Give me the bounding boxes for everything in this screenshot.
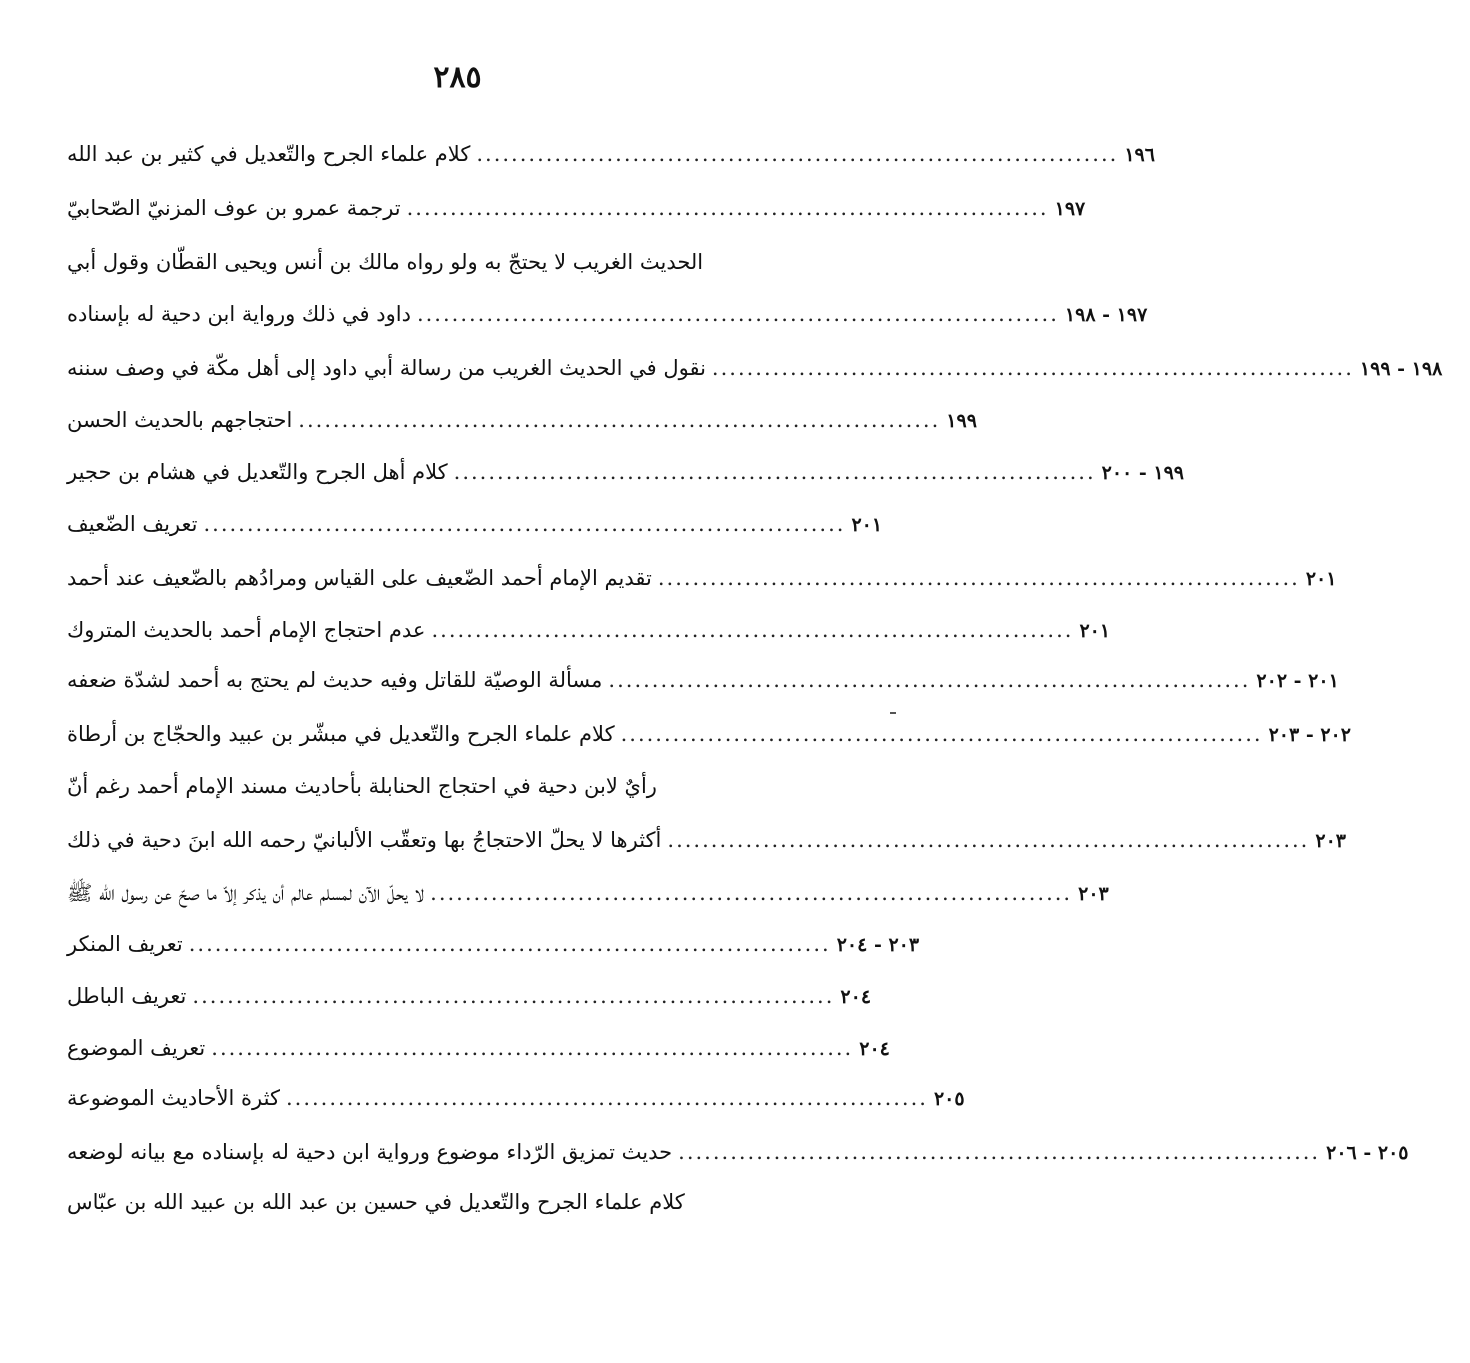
entry-page: ٢٠٢ - ٢٠٣ xyxy=(1268,724,1351,746)
toc-entry xyxy=(67,932,920,956)
toc-entry xyxy=(67,1036,890,1060)
entry-title: مسألة الوصيّة للقاتل وفيه حديث لم يحتج به أحمد لشدّة ضعفه xyxy=(67,668,603,692)
toc-entry xyxy=(67,722,1351,746)
leader-dots: .......................................................................... xyxy=(657,566,1300,590)
leader-dots: .......................................................................... xyxy=(620,722,1263,746)
toc-entry xyxy=(67,142,1155,166)
toc-entry xyxy=(67,302,1148,326)
leader-dots: .......................................................................... xyxy=(203,512,846,536)
toc-entry xyxy=(67,356,1443,380)
entry-title: لا يحلّ الآن لمسلم عالم أن يذكر إلاّ ما صحّ عن رسول الله ﷺ xyxy=(67,881,425,905)
entry-page: ٢٠٤ xyxy=(840,986,872,1008)
toc-entry xyxy=(67,984,872,1008)
toc-entry xyxy=(67,1140,1409,1164)
entry-title: تعريف الموضوع xyxy=(67,1036,206,1060)
entry-title: كلام أهل الجرح والتّعديل في هشام بن حجير xyxy=(67,460,448,484)
entry-page: ٢٠٥ - ٢٠٦ xyxy=(1326,1142,1409,1164)
leader-dots: .......................................................................... xyxy=(711,356,1354,380)
entry-page: ١٩٦ xyxy=(1124,144,1155,166)
toc-entry xyxy=(67,460,1185,484)
toc-entry xyxy=(67,774,847,798)
toc-entry xyxy=(67,828,1346,852)
entry-page: ٢٠١ xyxy=(1079,620,1111,642)
entry-page: ٢٠١ - ٢٠٢ xyxy=(1256,670,1339,692)
toc-entry xyxy=(67,668,1339,692)
entry-title: كثرة الأحاديث الموضوعة xyxy=(67,1086,280,1110)
entry-page: ١٩٩ - ٢٠٠ xyxy=(1101,462,1185,484)
entry-page: ١٩٧ - ١٩٨ xyxy=(1064,304,1148,326)
toc-entry xyxy=(67,880,1109,911)
entry-page: ٢٠٣ - ٢٠٤ xyxy=(836,934,920,956)
leader-dots: .......................................................................... xyxy=(667,828,1310,852)
leader-dots: .......................................................................... xyxy=(285,1086,928,1110)
entry-title: ترجمة عمرو بن عوف المزنيّ الصّحابيّ xyxy=(67,196,401,220)
entry-page: ٢٠٣ xyxy=(1078,883,1109,905)
entry-title: تقديم الإمام أحمد الضّعيف على القياس ومرادُهم بالضّعيف عند أحمد xyxy=(67,566,652,590)
entry-page: ٢٠٣ xyxy=(1315,830,1346,852)
margin-mark xyxy=(890,712,896,714)
entry-title: رأيٌ لابن دحية في احتجاج الحنابلة بأحاديث مسند الإمام أحمد رغم أنّ xyxy=(67,774,657,798)
toc-entry xyxy=(67,196,1086,220)
entry-page: ١٩٨ - ١٩٩ xyxy=(1359,358,1443,380)
entry-title: نقول في الحديث الغريب من رسالة أبي داود إلى أهل مكّة في وصف سننه xyxy=(67,356,706,380)
entry-title: أكثرها لا يحلّ الاحتجاجُ بها وتعقّب الألبانيّ رحمه الله ابنَ دحية في ذلك xyxy=(67,828,662,852)
leader-dots: .......................................................................... xyxy=(430,881,1073,905)
leader-dots: .......................................................................... xyxy=(188,932,831,956)
entry-title: الحديث الغريب لا يحتجّ به ولو رواه مالك بن أنس ويحيى القطّان وقول أبي xyxy=(67,250,704,274)
toc-entry xyxy=(67,566,1337,590)
entry-page: ٢٠٤ xyxy=(859,1038,890,1060)
leader-dots: .......................................................................... xyxy=(416,302,1059,326)
entry-title: تعريف الباطل xyxy=(67,984,187,1008)
entry-title: عدم احتجاج الإمام أحمد بالحديث المتروك xyxy=(67,618,426,642)
entry-title: تعريف الضّعيف xyxy=(67,512,198,536)
leader-dots: .......................................................................... xyxy=(608,668,1251,692)
leader-dots: .......................................................................... xyxy=(298,408,941,432)
entry-title: حديث تمزيق الرّداء موضوع ورواية ابن دحية له بإسناده مع بيانه لوضعه xyxy=(67,1140,673,1164)
leader-dots: .......................................................................... xyxy=(678,1140,1321,1164)
entry-title: كلام علماء الجرح والتّعديل في حسين بن عبد الله بن عبيد الله بن عبّاس xyxy=(67,1190,685,1214)
leader-dots: .......................................................................... xyxy=(192,984,835,1008)
entry-page: ٢٠١ xyxy=(1305,568,1337,590)
entry-title: تعريف المنكر xyxy=(67,932,183,956)
page-number: ٢٨٥ xyxy=(433,60,482,95)
toc-entry xyxy=(67,250,847,274)
leader-dots: .......................................................................... xyxy=(476,142,1119,166)
entry-title: كلام علماء الجرح والتّعديل في مبشّر بن عبيد والحجّاج بن أرطاة xyxy=(67,722,615,746)
toc-entry xyxy=(67,1190,847,1214)
entry-page: ٢٠١ xyxy=(851,514,883,536)
leader-dots: .......................................................................... xyxy=(406,196,1049,220)
leader-dots: .......................................................................... xyxy=(211,1036,854,1060)
entry-title: كلام علماء الجرح والتّعديل في كثير بن عبد الله xyxy=(67,142,471,166)
entry-page: ١٩٧ xyxy=(1054,198,1086,220)
toc-entry xyxy=(67,618,1111,642)
entry-page: ١٩٩ xyxy=(946,410,977,432)
toc-entry xyxy=(67,408,977,432)
toc-entry xyxy=(67,1086,965,1110)
toc-entry xyxy=(67,512,883,536)
leader-dots: .......................................................................... xyxy=(431,618,1074,642)
entry-title: احتجاجهم بالحديث الحسن xyxy=(67,408,293,432)
entry-title: داود في ذلك ورواية ابن دحية له بإسناده xyxy=(67,302,411,326)
entry-page: ٢٠٥ xyxy=(933,1088,965,1110)
leader-dots: .......................................................................... xyxy=(453,460,1096,484)
